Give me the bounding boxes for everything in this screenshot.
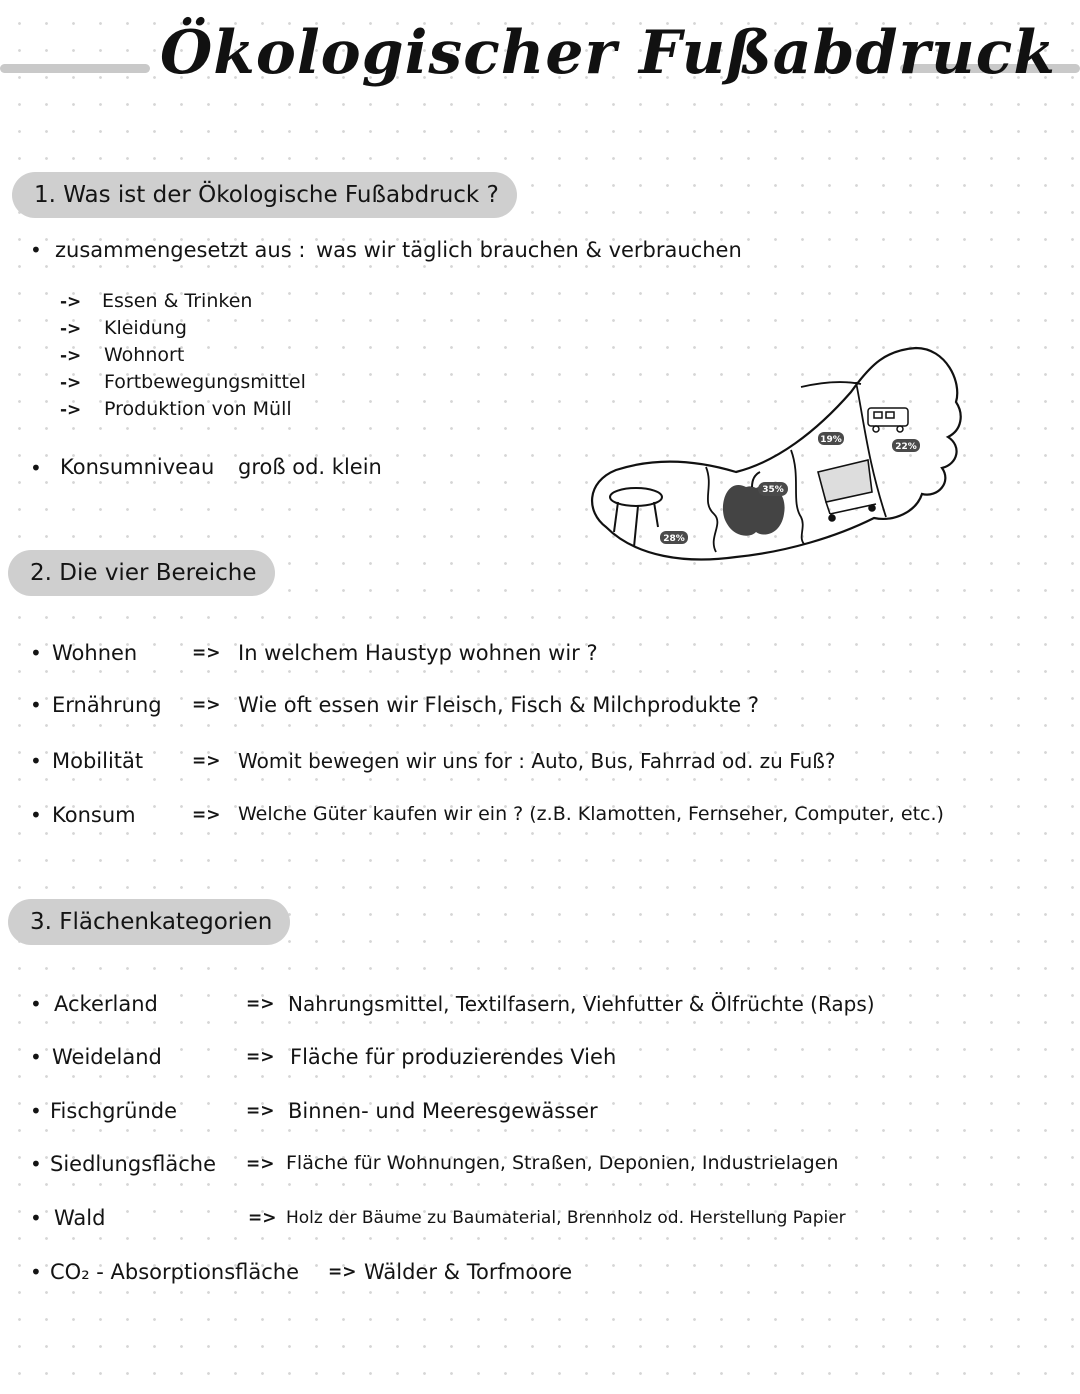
- arrow-icon: ->: [60, 292, 82, 312]
- land-category-term: Siedlungsfläche: [50, 1152, 217, 1176]
- segment-percentage: 19%: [820, 435, 842, 445]
- segment-percentage: 22%: [895, 442, 917, 452]
- double-arrow-icon: =>: [248, 1208, 277, 1228]
- land-category-term: Fischgründe: [50, 1099, 178, 1123]
- arrow-icon: ->: [60, 373, 82, 393]
- area-description: In welchem Haustyp wohnen wir ?: [238, 641, 598, 665]
- double-arrow-icon: =>: [246, 994, 275, 1014]
- land-category-term: Weideland: [52, 1045, 162, 1069]
- consumption-value: groß od. klein: [238, 455, 382, 479]
- bullet-icon: •: [30, 693, 42, 717]
- list-item: Essen & Trinken: [102, 290, 253, 312]
- bullet-icon: •: [30, 641, 42, 665]
- area-description: Welche Güter kaufen wir ein ? (z.B. Klamotten, Fernseher, Computer, etc.): [238, 803, 944, 825]
- page-title: Ökologischer Fußabdruck: [160, 18, 1056, 88]
- double-arrow-icon: =>: [246, 1154, 275, 1174]
- area-description: Wie oft essen wir Fleisch, Fisch & Milchprodukte ?: [238, 693, 760, 717]
- area-term: Wohnen: [52, 641, 138, 665]
- double-arrow-icon: =>: [192, 643, 221, 663]
- land-category-description: Fläche für Wohnungen, Straßen, Deponien, Industrielagen: [286, 1152, 839, 1174]
- bullet-icon: •: [30, 1260, 42, 1284]
- intro-label: zusammengesetzt aus :: [55, 238, 306, 262]
- list-item: Produktion von Müll: [104, 398, 292, 420]
- section3-heading: 3. Flächenkategorien: [8, 899, 290, 945]
- segment-percentage: 35%: [762, 485, 784, 495]
- divider-line: [791, 450, 804, 544]
- area-description: Womit bewegen wir uns for : Auto, Bus, Fahrrad od. zu Fuß?: [238, 749, 836, 773]
- land-category-term: Ackerland: [54, 992, 158, 1016]
- double-arrow-icon: =>: [192, 695, 221, 715]
- land-category-description: Nahrungsmittel, Textilfasern, Viehfutter & Ölfrüchte (Raps): [288, 992, 875, 1016]
- bullet-icon: •: [30, 749, 42, 773]
- bullet-icon: •: [30, 803, 42, 827]
- arrow-icon: ->: [60, 346, 82, 366]
- bullet-icon: •: [30, 456, 42, 480]
- divider-line: [801, 382, 861, 387]
- section2-heading: 2. Die vier Bereiche: [8, 550, 275, 596]
- segment-percentage: 28%: [663, 534, 685, 544]
- double-arrow-icon: =>: [246, 1047, 275, 1067]
- section1-heading: 1. Was ist der Ökologische Fußabdruck ?: [12, 172, 517, 218]
- double-arrow-icon: =>: [192, 805, 221, 825]
- land-category-description: Fläche für produzierendes Vieh: [290, 1045, 617, 1069]
- camper-van-icon: [868, 408, 908, 432]
- land-category-term: CO₂ - Absorptionsfläche: [50, 1260, 300, 1284]
- percentage-badges: [660, 432, 920, 544]
- area-term: Konsum: [52, 803, 136, 827]
- area-term: Mobilität: [52, 749, 144, 773]
- land-category-description: Binnen- und Meeresgewässer: [288, 1099, 598, 1123]
- apple-icon: [723, 472, 785, 536]
- area-term: Ernährung: [52, 693, 162, 717]
- bullet-icon: •: [30, 1206, 42, 1230]
- double-arrow-icon: =>: [246, 1101, 275, 1121]
- double-arrow-icon: =>: [328, 1262, 357, 1282]
- list-item: Kleidung: [104, 317, 187, 339]
- list-item: Fortbewegungsmittel: [104, 371, 306, 393]
- land-category-description: Wälder & Torfmoore: [364, 1260, 573, 1284]
- intro-value: was wir täglich brauchen & verbrauchen: [316, 238, 742, 262]
- land-category-term: Wald: [54, 1206, 106, 1230]
- consumption-label: Konsumniveau: [60, 455, 215, 479]
- double-arrow-icon: =>: [192, 751, 221, 771]
- shopping-cart-icon: [818, 460, 876, 521]
- divider-line: [856, 382, 886, 517]
- bullet-icon: •: [30, 1152, 42, 1176]
- land-category-description: Holz der Bäume zu Baumaterial, Brennholz od. Herstellung Papier: [286, 1208, 846, 1228]
- divider-line: [706, 467, 717, 552]
- bullet-icon: •: [30, 1045, 42, 1069]
- bullet-icon: •: [30, 1099, 42, 1123]
- arrow-icon: ->: [60, 319, 82, 339]
- footprint-illustration: [586, 342, 966, 572]
- arrow-icon: ->: [60, 400, 82, 420]
- list-item: Wohnort: [104, 344, 185, 366]
- bullet-icon: •: [30, 992, 42, 1016]
- bullet-icon: •: [30, 238, 42, 262]
- title-rule-left: [0, 64, 150, 73]
